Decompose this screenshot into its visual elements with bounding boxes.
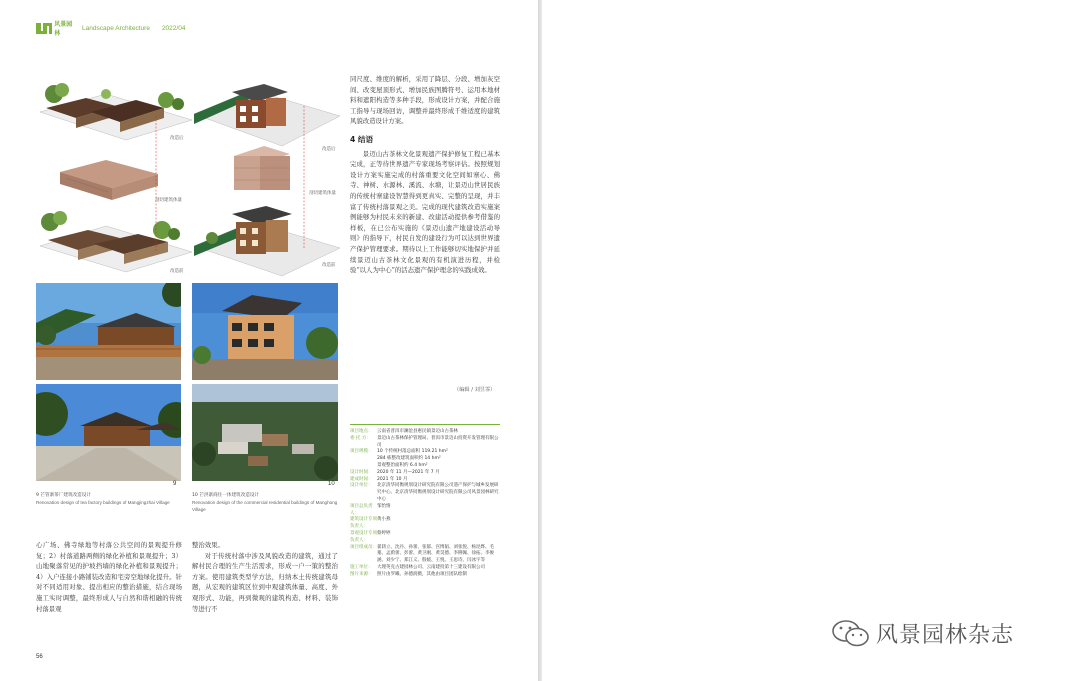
info-row: 284 栋整改建筑面积约 14 hm² [377, 456, 441, 462]
body-paragraph: 整治效果。 [192, 541, 224, 549]
info-row: 项目地点： 云南省普洱市澜沧县惠民镇景迈山古茶林 [350, 429, 458, 434]
right-page-blank [542, 0, 1080, 681]
magazine-logo [36, 21, 76, 37]
caption-10 [192, 492, 342, 513]
magazine-name: Landscape Architecture [82, 24, 150, 32]
diagram-label-volume: 剖切建筑体量 [155, 198, 182, 203]
info-row: 设计时间： 2020 年 11 月—2021 年 7 月 [350, 469, 440, 475]
logo-mark-icon [36, 23, 52, 34]
diagram-before-layer [40, 211, 192, 272]
info-row: 建成时间： 2021 年 10 月 [350, 476, 408, 482]
info-row: 图片来源： 照片由罗曦、孙德润摄，其他由项目团队绘制 [350, 571, 467, 577]
running-header [36, 21, 186, 37]
photo-number-9: 9 [173, 481, 177, 487]
info-row: 景观整治面积约 6.4 hm² [377, 462, 428, 468]
photo-residential-1 [192, 283, 338, 380]
info-row: 建筑设计专项负责人： 黄小燕 [350, 517, 391, 530]
info-row: 景观设计专项负责人： 蔡婷婷 [350, 530, 391, 543]
diagram-volume-layer [234, 146, 290, 190]
caption-9-en: Renovation design of tea factory buildings of Mangjingzhai Village [36, 500, 170, 505]
page-number: 56 [36, 654, 43, 660]
body-column-3 [350, 74, 500, 276]
caption-10-en: Renovation design of the commercial residential buildings of Manghong Village [192, 500, 338, 512]
diagram-label-after-2: 改造后 [322, 147, 336, 152]
info-row: 委 托 方： 景迈山古茶林保护管理局、普洱市景迈山投资开发管理有限公司 [350, 435, 499, 448]
info-row: 设计单位： 北京清华同衡规划设计研究院有限公司遗产保护与城乡发展研究中心、北京清华同衡规划设计研究院有限公司风景园林研究中心 [350, 483, 499, 502]
info-row: 项目总负责人： 邹怡情 [350, 503, 391, 516]
section-heading: 4 结语 [350, 134, 374, 144]
photo-tea-factory-2 [36, 384, 181, 481]
issue-number: 2022/04 [161, 24, 186, 32]
caption-9 [36, 492, 186, 506]
body-paragraph: 心广场、佛寺绿地等村落公共空间的景观提升修复；2）村落道路两侧的绿化补植和景观提升；3）山地聚落常见的护坡挡墙的绿化补植和景观提升；4）入户连接小路铺装改造和宅旁空地绿化提升。针对不同适用对象、提出相应的整治措施，结合现场施工实时调整，最终形成人与自然和谐相融的传统村落景观 [36, 541, 182, 613]
project-info-block [350, 424, 500, 579]
body-column-1 [36, 540, 182, 614]
diagram-after-layer [194, 84, 340, 146]
body-paragraph: 对于传统村落中涉及风貌改造的建筑，通过了解村民合理的生产生活需求，形成一户一策的整治方案。使用建筑类型学方法，归纳本土传统建筑母题，从宏观的建筑区位到中观建筑体量、高度、外观形式、功能，再到微观的建筑构造、材料、装饰等进行不 [192, 551, 338, 613]
photo-village-aerial [192, 384, 338, 481]
diagram-volume-layer [60, 160, 158, 200]
photo-tea-factory-1 [36, 283, 181, 380]
wechat-icon [832, 619, 870, 649]
diagram-after-layer [40, 83, 192, 140]
body-paragraph: 同尺度、维度的解析，采用了降层、分段、增加灰空间、改变屋顶形式、增加民族图腾符号、运用本地材料和遮阳构造等多种手段，形成设计方案，并配合施工指导与现场回访，调整并最终形成千维适度的建筑风貌改造设计方案。 [350, 75, 500, 126]
info-row: 项目规模： 10 个传统村落总面积 119.21 hm² [350, 449, 448, 455]
caption-9-cn: 9 芒管寨茶厂建筑改造设计 [36, 493, 91, 498]
diagram-label-after: 改造后 [170, 136, 184, 141]
tea-factory-axonometric-diagram [36, 74, 196, 282]
body-column-2 [192, 540, 338, 614]
residential-axonometric-diagram [192, 76, 342, 282]
caption-10-cn: 10 芒洪寨商住一体建筑改造设计 [192, 493, 260, 498]
info-row: 施工单位： 大理英克古建园林公司、云南建投第十三建设有限公司 [350, 564, 485, 570]
info-row: 项目组成员： 翟鸫立、沈丹、孙蕾、张郁、宫博韬、刘张悦、杨昆烨、毛蓁、孟蔚蕾、彭蕾、黄卫刚、黄昊德、李俐佩、徐拓、李俊涵、刘少宁、郑江义、殷媛、王悦、王思诗、闫冰宇等 [350, 544, 494, 564]
logo-text: 风景园林 [54, 21, 73, 37]
editor-credit: （编辑 / 刘昱霏） [454, 387, 496, 393]
photo-number-10: 10 [328, 481, 335, 487]
diagram-label-volume-2: 剖切建筑体量 [309, 191, 336, 196]
wechat-watermark [832, 618, 1014, 649]
watermark-text: 风景园林杂志 [876, 623, 1015, 648]
diagram-label-before: 改造前 [170, 269, 184, 274]
diagram-before-layer [194, 206, 340, 276]
body-paragraph: 景迈山古茶林文化景观遗产保护修复工程已基本完成，正等待世界遗产专家现场考察评估。按照规划设计方案实施完成的村落重要文化空间如寨心、佛寺、神树、水源林、溪流、水塘，让景迈山世居民族的传统村寨建设智慧得到更真实、完整的呈现，并丰富了传统村落景观之美。完成的现代建筑改造实施案例能够为村民未来的新建、改建活动提供参考借鉴的样板，在已公布实施的《景迈山遗产地建设活动导则》的指导下，村民自发的建设行为可以达到世界遗产保护管理要求。期待以上工作能够切实地保护并延续景迈山古茶林文化景观的有机演进历程，并检验“以人为中心”的活态遗产保护理念的实践成效。 [350, 149, 500, 275]
diagram-label-before-2: 改造前 [322, 263, 336, 268]
